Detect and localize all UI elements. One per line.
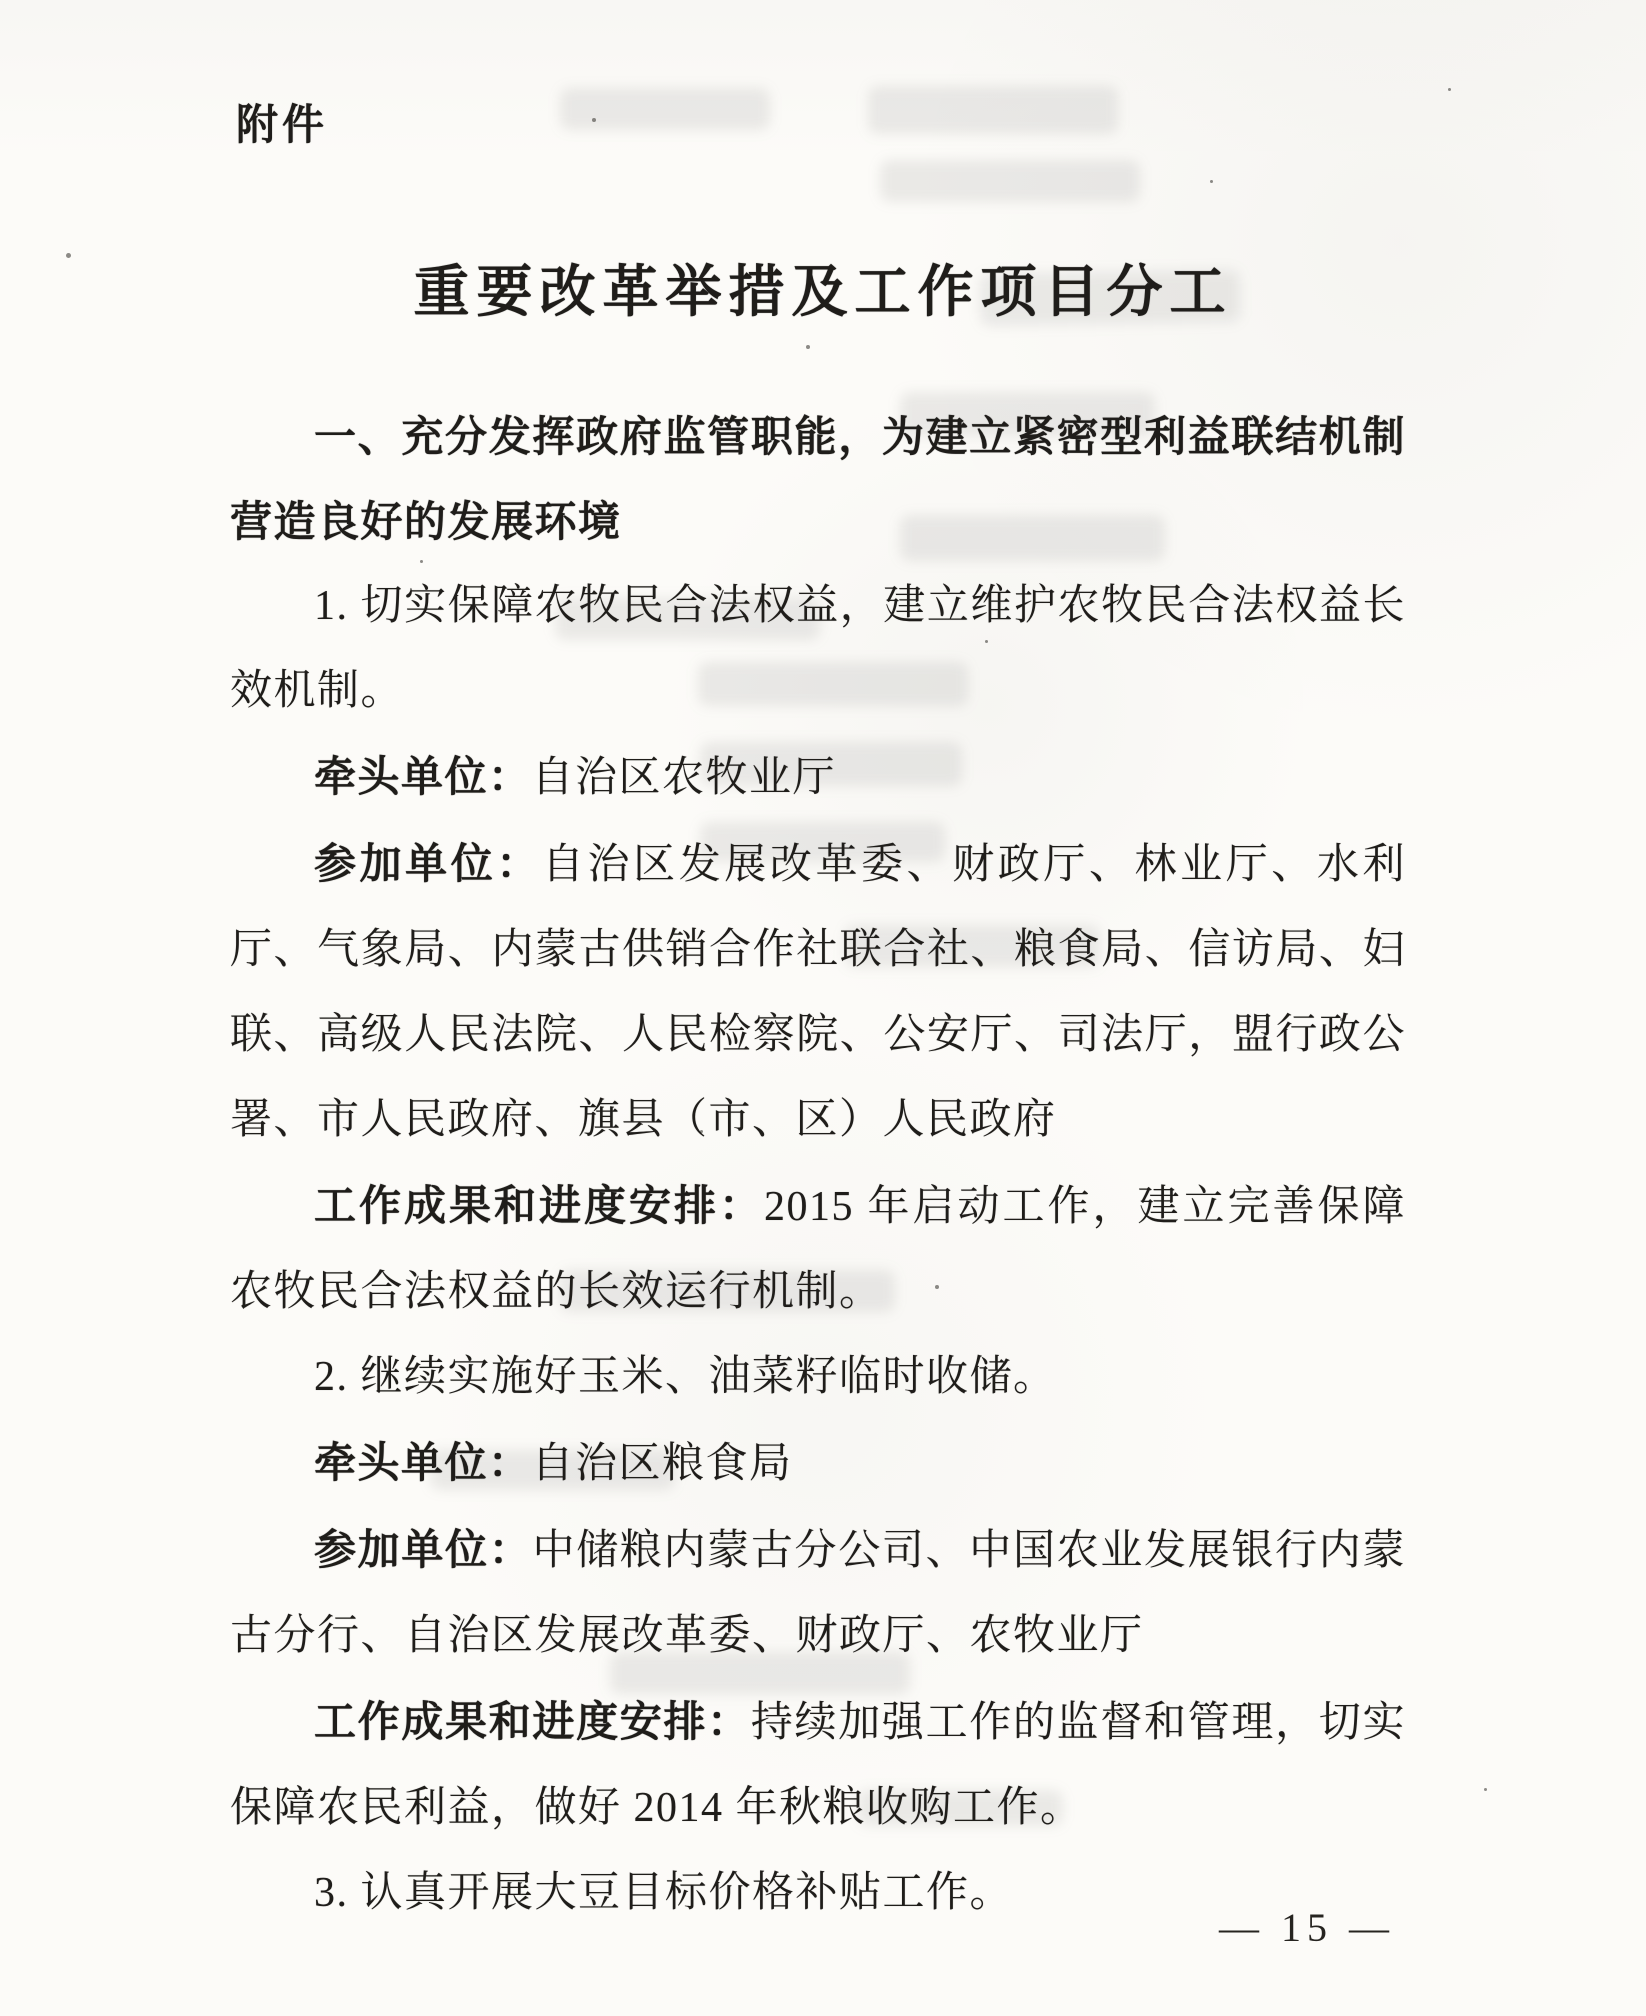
- attachment-label: 附件: [236, 101, 329, 148]
- participating-units-paragraph-1: [230, 821, 1406, 1163]
- work-progress-value: 2015 年启动工作，建立完善保障农牧民合法权益的长效运行机制。: [230, 1184, 1406, 1315]
- lead-unit-label: 牵头单位：: [314, 753, 532, 800]
- section-heading: 一、充分发挥政府监管职能，为建立紧密型利益联结机制营造良好的发展环境: [230, 413, 1406, 545]
- page-number: — 15 —: [1219, 1905, 1395, 1950]
- numbered-item-1: 1. 切实保障农牧民合法权益，建立维护农牧民合法权益长效机制。: [230, 583, 1406, 714]
- scan-speck: [806, 345, 810, 349]
- lead-unit-value: 自治区农牧业厅: [531, 755, 837, 801]
- scan-speck: [592, 118, 596, 122]
- participating-units-label: 参加单位：: [314, 840, 542, 887]
- work-progress-paragraph-2: [230, 1679, 1406, 1851]
- scan-speck: [1448, 88, 1451, 91]
- scan-speck: [1484, 1788, 1487, 1791]
- lead-unit-paragraph-1: [230, 734, 1406, 821]
- work-progress-paragraph-1: [230, 1163, 1406, 1335]
- work-progress-label: 工作成果和进度安排：: [314, 1698, 751, 1745]
- document-body: [230, 394, 1406, 1936]
- scan-artifact: [880, 160, 1140, 202]
- scan-speck: [1210, 180, 1213, 183]
- numbered-item-2: 2. 继续实施好玉米、油菜籽临时收储。: [314, 1354, 1057, 1400]
- participating-units-label: 参加单位：: [314, 1526, 533, 1573]
- participating-units-value: 自治区发展改革委、财政厅、林业厅、水利厅、气象局、内蒙古供销合作社联合社、粮食局、信访局、妇联、高级人民法院、人民检察院、公安厅、司法厅，盟行政公署、市人民政府、旗县（市、区）人民政府: [230, 842, 1406, 1143]
- numbered-item-3: 3. 认真开展大豆目标价格补贴工作。: [314, 1870, 1014, 1916]
- lead-unit-value: 自治区粮食局: [531, 1441, 793, 1487]
- scan-artifact: [868, 86, 1118, 134]
- work-progress-label: 工作成果和进度安排：: [314, 1182, 764, 1229]
- lead-unit-paragraph-2: [230, 1420, 1406, 1507]
- lead-unit-label: 牵头单位：: [314, 1439, 532, 1486]
- participating-units-value: 中储粮内蒙古分公司、中国农业发展银行内蒙古分行、自治区发展改革委、财政厅、农牧业厅: [230, 1528, 1406, 1659]
- page-title: 重要改革举措及工作项目分工: [413, 260, 1233, 323]
- work-progress-value: 持续加强工作的监督和管理，切实保障农民利益，做好 2014 年秋粮收购工作。: [230, 1700, 1406, 1831]
- scan-artifact: [560, 88, 770, 130]
- participating-units-paragraph-2: [230, 1507, 1406, 1679]
